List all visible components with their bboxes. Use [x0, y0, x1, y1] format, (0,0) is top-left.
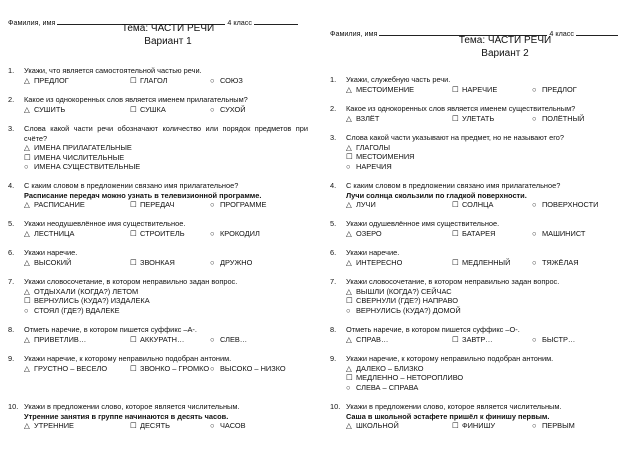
option-label: СУШИТЬ — [34, 104, 66, 114]
option-label: ВЫСОКО – НИЗКО — [220, 363, 286, 373]
option-label: ПОВЕРХНОСТИ — [542, 200, 599, 210]
answer-option[interactable] — [210, 364, 286, 374]
question-4 — [8, 181, 308, 210]
fio-label: Фамилия, имя — [8, 18, 56, 27]
answer-option[interactable] — [346, 335, 388, 345]
answer-option[interactable] — [452, 114, 494, 124]
square-checkbox-icon[interactable]: ☐ — [452, 84, 459, 94]
option-label: ГРУСТНО – ВЕСЕЛО — [34, 363, 108, 373]
triangle-icon[interactable]: △ — [24, 228, 30, 238]
circle-radio-icon[interactable]: ○ — [532, 334, 537, 344]
answer-option[interactable] — [532, 200, 598, 210]
question-1 — [330, 75, 630, 95]
question-number: 7. — [330, 277, 337, 286]
answer-option[interactable] — [452, 85, 497, 95]
answer-option[interactable] — [24, 364, 107, 374]
option-label: СУШКА — [140, 104, 166, 114]
grade-blank — [254, 19, 298, 25]
answer-option[interactable] — [346, 152, 630, 162]
square-checkbox-icon[interactable]: ☐ — [130, 200, 137, 210]
square-checkbox-icon[interactable]: ☐ — [452, 200, 459, 210]
answer-option[interactable] — [130, 105, 166, 115]
answer-option[interactable] — [210, 105, 246, 115]
circle-radio-icon[interactable]: ○ — [532, 421, 537, 431]
answer-options — [24, 258, 308, 268]
question-10 — [330, 402, 630, 431]
square-checkbox-icon[interactable]: ☐ — [130, 228, 137, 238]
answer-option[interactable] — [532, 85, 577, 95]
question-3 — [330, 133, 630, 171]
answer-option[interactable] — [24, 296, 308, 306]
square-checkbox-icon[interactable]: ☐ — [130, 257, 137, 267]
circle-radio-icon[interactable]: ○ — [210, 200, 215, 210]
answer-options — [346, 143, 630, 172]
answer-option[interactable] — [346, 162, 630, 172]
variant-label: Вариант 2 — [481, 48, 529, 59]
answer-options — [346, 421, 630, 431]
triangle-icon[interactable]: △ — [346, 286, 352, 296]
answer-option[interactable] — [532, 258, 579, 268]
option-label: ВЫСОКИЙ — [34, 257, 72, 267]
triangle-icon[interactable]: △ — [24, 421, 30, 431]
option-label: НАРЕЧИЯ — [356, 161, 392, 171]
option-label: МЕДЛЕННО – НЕТОРОПЛИВО — [356, 373, 464, 383]
answer-options — [346, 85, 630, 95]
option-label: МАШИНИСТ — [542, 228, 586, 238]
answer-option[interactable] — [24, 105, 65, 115]
square-checkbox-icon[interactable]: ☐ — [346, 296, 353, 306]
fio-label: Фамилия, имя — [330, 29, 378, 38]
question-text: Укажи наречие. — [24, 248, 78, 257]
option-label: ШКОЛЬНОЙ — [356, 421, 399, 431]
question-text: Укажи одушевлённое имя существительное. — [346, 219, 500, 228]
answer-options — [24, 200, 308, 210]
option-label: КРОКОДИЛ — [220, 228, 260, 238]
triangle-icon[interactable]: △ — [24, 286, 30, 296]
option-label: ПРИВЕТЛИВ… — [34, 334, 87, 344]
answer-option[interactable] — [346, 114, 379, 124]
question-text: Укажи словосочетание, в котором неправильно задан вопрос. — [346, 277, 560, 286]
triangle-icon[interactable]: △ — [346, 421, 352, 431]
answer-option[interactable] — [346, 85, 414, 95]
square-checkbox-icon[interactable]: ☐ — [346, 152, 353, 162]
question-number: 9. — [8, 354, 15, 363]
question-2 — [8, 95, 308, 115]
square-checkbox-icon[interactable]: ☐ — [452, 421, 459, 431]
option-label: ПЕРВЫМ — [542, 421, 575, 431]
question-text: С каким словом в предложении связано имя прилагательное? — [346, 181, 561, 190]
triangle-icon[interactable]: △ — [24, 363, 30, 373]
title-block — [420, 34, 590, 60]
option-label: ОТДЫХАЛИ (КОГДА?) ЛЕТОМ — [34, 286, 139, 296]
option-label: ФИНИШУ — [462, 421, 496, 431]
option-label: ОЗЕРО — [356, 228, 382, 238]
answer-option[interactable] — [24, 143, 308, 153]
question-number: 4. — [8, 181, 15, 190]
question-text: Укажи наречие, к которому неправильно подобран антоним. — [346, 354, 554, 363]
question-6 — [330, 248, 630, 268]
answer-option[interactable] — [24, 76, 69, 86]
triangle-icon[interactable]: △ — [24, 334, 30, 344]
option-label: СЛЕВА – СПРАВА — [356, 382, 419, 392]
question-text: Укажи наречие, к которому неправильно подобран антоним. — [24, 354, 232, 363]
option-label: МЕСТОИМЕНИЯ — [356, 152, 415, 162]
answer-options — [24, 335, 308, 345]
square-checkbox-icon[interactable]: ☐ — [452, 113, 459, 123]
circle-radio-icon[interactable]: ○ — [532, 228, 537, 238]
circle-radio-icon[interactable]: ○ — [346, 161, 351, 171]
question-number: 5. — [8, 219, 15, 228]
title-block — [83, 22, 253, 48]
option-label: УТРЕННИЕ — [34, 421, 74, 431]
question-number: 1. — [330, 75, 337, 84]
circle-radio-icon[interactable]: ○ — [532, 200, 537, 210]
option-label: НАРЕЧИЕ — [462, 84, 498, 94]
question-4 — [330, 181, 630, 210]
option-label: МЕСТОИМЕНИЕ — [356, 84, 415, 94]
example-sentence: Расписание передач можно узнать в телевизионной программе. — [24, 190, 262, 200]
option-label: ЧАСОВ — [220, 421, 246, 431]
question-number: 2. — [8, 95, 15, 104]
question-text: Укажи наречие. — [346, 248, 400, 257]
question-number: 9. — [330, 354, 337, 363]
question-text: Отметь наречие, в котором пишется суффикс –О-. — [346, 325, 520, 334]
answer-options — [346, 335, 630, 345]
question-number: 5. — [330, 219, 337, 228]
question-number: 6. — [8, 248, 15, 257]
answer-option[interactable] — [346, 306, 630, 316]
option-label: ДЕСЯТЬ — [140, 421, 170, 431]
grade-label: 4 класс — [549, 29, 574, 38]
question-number: 4. — [330, 181, 337, 190]
answer-option[interactable] — [532, 114, 584, 124]
square-checkbox-icon[interactable]: ☐ — [24, 152, 31, 162]
answer-option[interactable] — [24, 258, 71, 268]
question-text: Укажи в предложении слово, которое является числительным. — [346, 402, 562, 411]
answer-option[interactable] — [452, 229, 495, 239]
answer-option[interactable] — [24, 200, 85, 210]
variant-2-sheet — [330, 0, 638, 451]
circle-radio-icon[interactable]: ○ — [24, 305, 29, 315]
answer-option[interactable] — [346, 364, 630, 374]
option-label: ИМЕНА ПРИЛАГАТЕЛЬНЫЕ — [34, 143, 132, 153]
question-5 — [8, 219, 308, 239]
question-3 — [8, 124, 308, 172]
answer-option[interactable] — [130, 76, 167, 86]
variant-1-sheet — [8, 0, 316, 451]
circle-radio-icon[interactable]: ○ — [210, 75, 215, 85]
triangle-icon[interactable]: △ — [24, 143, 30, 153]
question-7 — [8, 277, 308, 315]
triangle-icon[interactable]: △ — [24, 75, 30, 85]
question-number: 10. — [330, 402, 341, 411]
answer-option[interactable] — [346, 383, 630, 393]
circle-radio-icon[interactable]: ○ — [210, 363, 215, 373]
circle-radio-icon[interactable]: ○ — [532, 84, 537, 94]
option-label: СВЕРНУЛИ (ГДЕ?) НАПРАВО — [356, 296, 458, 306]
circle-radio-icon[interactable]: ○ — [346, 382, 351, 392]
answer-options — [346, 258, 630, 268]
option-label: ИМЕНА СУЩЕСТВИТЕЛЬНЫЕ — [34, 162, 141, 172]
question-7 — [330, 277, 630, 315]
answer-option[interactable] — [24, 287, 308, 297]
square-checkbox-icon[interactable]: ☐ — [130, 334, 137, 344]
option-label: ВЫШЛИ (КОГДА?) СЕЙЧАС — [356, 286, 452, 296]
square-checkbox-icon[interactable]: ☐ — [24, 296, 31, 306]
answer-option[interactable] — [24, 421, 74, 431]
answer-option[interactable] — [346, 296, 630, 306]
square-checkbox-icon[interactable]: ☐ — [130, 421, 137, 431]
circle-radio-icon[interactable]: ○ — [532, 257, 537, 267]
question-1 — [8, 66, 308, 86]
square-checkbox-icon[interactable]: ☐ — [452, 257, 459, 267]
question-text: Укажи неодушевлённое имя существительное. — [24, 219, 186, 228]
answer-option[interactable] — [130, 335, 184, 345]
triangle-icon[interactable]: △ — [346, 84, 352, 94]
triangle-icon[interactable]: △ — [346, 142, 352, 152]
option-label: ИМЕНА ЧИСЛИТЕЛЬНЫЕ — [34, 152, 125, 162]
answer-option[interactable] — [210, 200, 266, 210]
answer-option[interactable] — [24, 153, 308, 163]
option-label: СЛЕВ… — [220, 334, 248, 344]
circle-radio-icon[interactable]: ○ — [210, 257, 215, 267]
option-label: БАТАРЕЯ — [462, 228, 496, 238]
answer-option[interactable] — [24, 306, 308, 316]
circle-radio-icon[interactable]: ○ — [210, 228, 215, 238]
triangle-icon[interactable]: △ — [346, 363, 352, 373]
example-sentence: Утренние занятия в группе начинаются в десять часов. — [24, 411, 229, 421]
square-checkbox-icon[interactable]: ☐ — [130, 104, 137, 114]
question-6 — [8, 248, 308, 268]
grade-label: 4 класс — [227, 18, 252, 27]
question-text: Какое из однокоренных слов является именем прилагательным? — [24, 95, 248, 104]
circle-radio-icon[interactable]: ○ — [24, 162, 29, 172]
answer-option[interactable] — [130, 258, 175, 268]
option-label: СТОЯЛ (ГДЕ?) ВДАЛЕКЕ — [34, 305, 120, 315]
answer-options — [24, 421, 308, 431]
answer-option[interactable] — [346, 287, 630, 297]
answer-option[interactable] — [210, 258, 252, 268]
triangle-icon[interactable]: △ — [24, 257, 30, 267]
option-label: ТЯЖЁЛАЯ — [542, 257, 579, 267]
option-label: ПОЛЁТНЫЙ — [542, 113, 585, 123]
question-10 — [8, 402, 308, 431]
answer-options — [346, 364, 630, 393]
question-number: 1. — [8, 66, 15, 75]
example-sentence: Лучи солнца скользили по гладкой поверхности. — [346, 190, 527, 200]
answer-options — [346, 114, 630, 124]
circle-radio-icon[interactable]: ○ — [210, 421, 215, 431]
question-5 — [330, 219, 630, 239]
answer-options — [346, 229, 630, 239]
question-9 — [330, 354, 630, 392]
square-checkbox-icon[interactable]: ☐ — [452, 334, 459, 344]
answer-option[interactable] — [130, 200, 174, 210]
question-text: Укажи в предложении слово, которое является числительным. — [24, 402, 240, 411]
question-number: 10. — [8, 402, 19, 411]
answer-option[interactable] — [532, 335, 575, 345]
square-checkbox-icon[interactable]: ☐ — [452, 228, 459, 238]
question-8 — [330, 325, 630, 345]
circle-radio-icon[interactable]: ○ — [210, 104, 215, 114]
option-label: ЗАВТР… — [462, 334, 493, 344]
answer-options — [24, 76, 308, 86]
option-label: МЕДЛЕННЫЙ — [462, 257, 511, 267]
option-label: СОЛНЦА — [462, 200, 494, 210]
option-label: АККУРАТН… — [140, 334, 185, 344]
circle-radio-icon[interactable]: ○ — [532, 113, 537, 123]
question-text: Укажи словосочетание, в котором неправильно задан вопрос. — [24, 277, 238, 286]
answer-option[interactable] — [532, 421, 575, 431]
answer-option[interactable] — [346, 258, 402, 268]
question-text: Отметь наречие, в котором пишется суффикс –А-. — [24, 325, 197, 334]
answer-option[interactable] — [130, 229, 185, 239]
answer-option[interactable] — [24, 229, 74, 239]
option-label: ДАЛЕКО – БЛИЗКО — [356, 363, 424, 373]
square-checkbox-icon[interactable]: ☐ — [130, 75, 137, 85]
answer-option[interactable] — [130, 421, 170, 431]
answer-option[interactable] — [532, 229, 585, 239]
question-number: 3. — [8, 124, 15, 133]
option-label: ПЕРЕДАЧ — [140, 200, 175, 210]
question-number: 8. — [8, 325, 15, 334]
answer-options — [24, 364, 308, 374]
option-label: СОЮЗ — [220, 75, 243, 85]
answer-option[interactable] — [346, 200, 376, 210]
question-text: Слова какой части речи обозначают количество или порядок предметов при счёте? — [24, 124, 308, 143]
page-title: Тема: ЧАСТИ РЕЧИ — [121, 23, 215, 34]
answer-options — [346, 200, 630, 210]
option-label: ВЕРНУЛИСЬ (КУДА?) ДОМОЙ — [356, 305, 461, 315]
question-number: 7. — [8, 277, 15, 286]
triangle-icon[interactable]: △ — [346, 228, 352, 238]
answer-option[interactable] — [210, 229, 260, 239]
answer-option[interactable] — [24, 335, 86, 345]
circle-radio-icon[interactable]: ○ — [210, 334, 215, 344]
answer-option[interactable] — [452, 200, 493, 210]
option-label: ВЕРНУЛИСЬ (КУДА?) ИЗДАЛЕКА — [34, 296, 150, 306]
question-8 — [8, 325, 308, 345]
option-label: ЛУЧИ — [356, 200, 376, 210]
answer-option[interactable] — [130, 364, 209, 374]
question-number: 3. — [330, 133, 337, 142]
answer-options — [24, 105, 308, 115]
question-2 — [330, 104, 630, 124]
option-label: ПРОГРАММЕ — [220, 200, 267, 210]
question-number: 6. — [330, 248, 337, 257]
answer-option[interactable] — [24, 162, 308, 172]
question-9 — [8, 354, 308, 374]
option-label: РАСПИСАНИЕ — [34, 200, 85, 210]
option-label: УЛЕТАТЬ — [462, 113, 495, 123]
option-label: БЫСТР… — [542, 334, 576, 344]
answer-options — [346, 287, 630, 316]
answer-option[interactable] — [210, 421, 246, 431]
square-checkbox-icon[interactable]: ☐ — [130, 363, 137, 373]
question-text: Какое из однокоренных слов является именем существительным? — [346, 104, 576, 113]
option-label: ДРУЖНО — [220, 257, 253, 267]
question-text: Слова какой части указывают на предмет, но не называют его? — [346, 133, 564, 142]
triangle-icon[interactable]: △ — [346, 200, 352, 210]
option-label: ИНТЕРЕСНО — [356, 257, 403, 267]
option-label: ПРЕДЛОГ — [542, 84, 577, 94]
triangle-icon[interactable]: △ — [24, 200, 30, 210]
answer-option[interactable] — [452, 258, 510, 268]
answer-options — [24, 287, 308, 316]
answer-option[interactable] — [210, 76, 243, 86]
answer-option[interactable] — [346, 373, 630, 383]
square-checkbox-icon[interactable]: ☐ — [346, 373, 353, 383]
answer-option[interactable] — [452, 421, 495, 431]
option-label: ГЛАГОЛ — [140, 75, 168, 85]
option-label: СУХОЙ — [220, 104, 246, 114]
answer-option[interactable] — [210, 335, 247, 345]
question-text: Укажи, служебную часть речи. — [346, 75, 451, 84]
answer-option[interactable] — [346, 229, 382, 239]
option-label: ГЛАГОЛЫ — [356, 142, 391, 152]
option-label: ВЗЛЁТ — [356, 113, 380, 123]
question-text: Укажи, что является самостоятельной частью речи. — [24, 66, 202, 75]
answer-options — [24, 143, 308, 172]
variant-label: Вариант 1 — [144, 36, 192, 47]
question-text: С каким словом в предложении связано имя прилагательное? — [24, 181, 239, 190]
triangle-icon[interactable]: △ — [346, 113, 352, 123]
triangle-icon[interactable]: △ — [346, 334, 352, 344]
answer-options — [24, 229, 308, 239]
example-sentence: Саша в школьной эстафете пришёл к финишу первым. — [346, 411, 550, 421]
circle-radio-icon[interactable]: ○ — [346, 305, 351, 315]
option-label: СТРОИТЕЛЬ — [140, 228, 185, 238]
answer-option[interactable] — [346, 143, 630, 153]
option-label: ЗВОНКАЯ — [140, 257, 175, 267]
option-label: ЛЕСТНИЦА — [34, 228, 75, 238]
option-label: СПРАВ… — [356, 334, 389, 344]
answer-option[interactable] — [346, 421, 399, 431]
option-label: ПРЕДЛОГ — [34, 75, 69, 85]
answer-option[interactable] — [452, 335, 493, 345]
page-title: Тема: ЧАСТИ РЕЧИ — [458, 35, 552, 46]
question-number: 8. — [330, 325, 337, 334]
triangle-icon[interactable]: △ — [24, 104, 30, 114]
option-label: ЗВОНКО – ГРОМКО — [140, 363, 210, 373]
triangle-icon[interactable]: △ — [346, 257, 352, 267]
question-number: 2. — [330, 104, 337, 113]
